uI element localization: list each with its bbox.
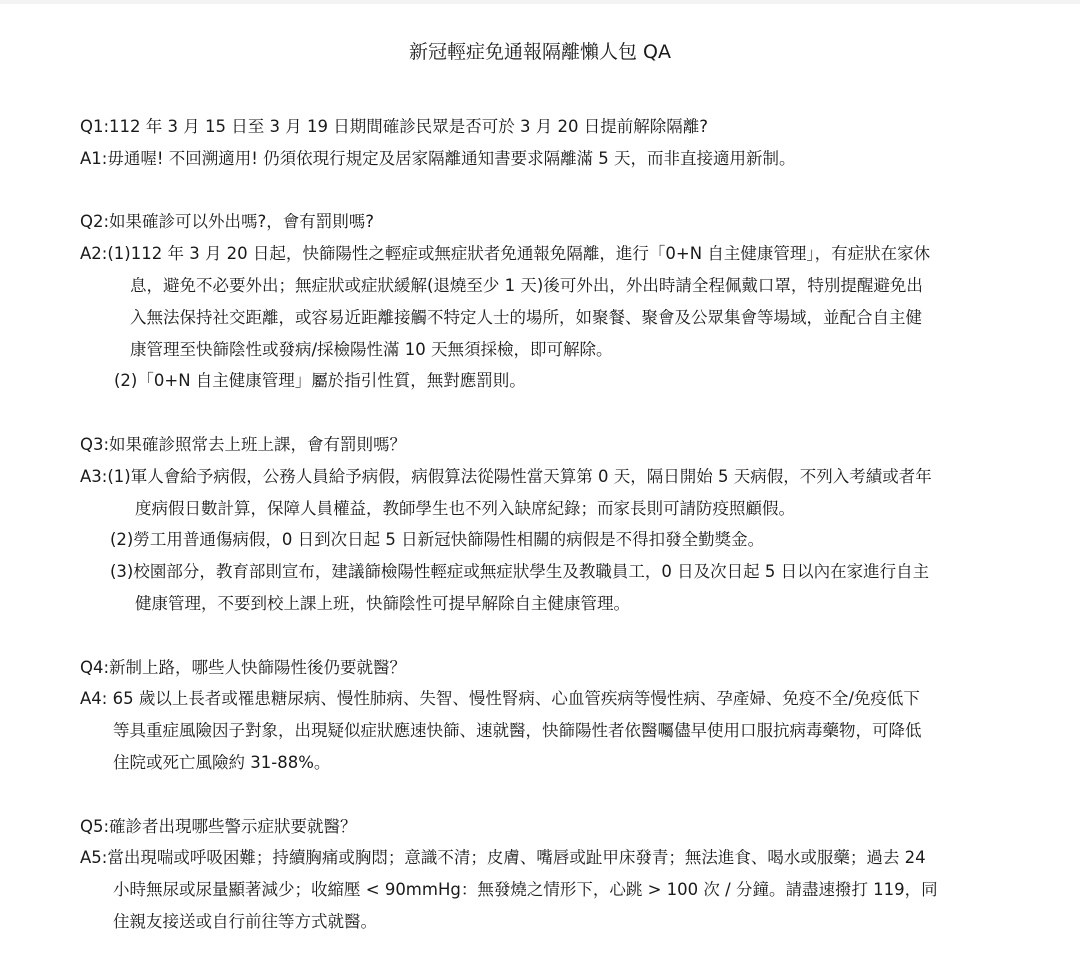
answer-text: 等具重症風險因子對象，出現疑似症狀應速快篩、速就醫，快篩陽性者依醫囑儘早使用口服抗病毒藥物，可降低 (113, 721, 922, 741)
answer-text: A5:當出現喘或呼吸困難；持續胸痛或胸悶；意識不清；皮膚、嘴唇或趾甲床發青；無法進食、喝水或服藥；過去 24 (80, 848, 926, 868)
section-spacer (80, 779, 1010, 811)
section-spacer (80, 175, 1010, 207)
question-text: Q4:新制上路，哪些人快篩陽性後仍要就醫？ (80, 657, 407, 677)
section-spacer (80, 397, 1010, 429)
answer-text: 入無法保持社交距離，或容易近距離接觸不特定人士的場所，如聚餐、聚會及公眾集會等場域，並配合自主健 (130, 307, 922, 327)
question-text: Q1:112 年 3 月 15 日至 3 月 19 日期間確診民眾是否可於 3 月 20 日提前解除隔離? (80, 117, 708, 136)
answer-text: 健康管理，不要到校上課上班，快篩陰性可提早解除自主健康管理。 (135, 593, 630, 613)
question-text: Q5:確診者出現哪些警示症狀要就醫？ (80, 816, 357, 836)
qa-item-q1 (80, 111, 1010, 175)
qa-document (80, 111, 1010, 938)
answer-text: A1:毋通喔! 不回溯適用! 仍須依現行規定及居家隔離通知書要求隔離滿 5 天，而非直接適用新制。 (80, 148, 796, 168)
answer-text: A2:(1)112 年 3 月 20 日起，快篩陽性之輕症或無症狀者免通報免隔離，進行「0+N 自主健康管理」，有症狀在家休 (80, 244, 931, 264)
section-spacer (80, 620, 1010, 652)
qa-item-q3 (80, 429, 1010, 620)
question-text: Q2:如果確診可以外出嗎?，會有罰則嗎? (80, 212, 375, 232)
answer-text: A3:(1)軍人會給予病假，公務人員給予病假，病假算法從陽性當天算第 0 天，隔日開始 5 天病假，不列入考績或者年 (80, 466, 932, 486)
answer-text: 康管理至快篩陰性或發病/採檢陽性滿 10 天無須採檢，即可解除。 (130, 339, 613, 359)
answer-text: 住親友接送或自行前往等方式就醫。 (113, 911, 377, 931)
answer-text: 息，避免不必要外出；無症狀或症狀緩解(退燒至少 1 天)後可外出，外出時請全程佩戴口罩，特別提醒避免出 (130, 275, 923, 295)
answer-text: A4: 65 歲以上長者或罹患糖尿病、慢性肺病、失智、慢性腎病、心血管疾病等慢性病、孕產婦、免疫不全/免疫低下 (80, 689, 920, 709)
answer-text: (2)勞工用普通傷病假，0 日到次日起 5 日新冠快篩陽性相關的病假是不得扣發全勤獎金。 (110, 530, 765, 550)
answer-text: (2)「0+N 自主健康管理」屬於指引性質，無對應罰則。 (114, 371, 526, 391)
question-text: Q3:如果確診照常去上班上課，會有罰則嗎？ (80, 434, 407, 454)
qa-item-q5 (80, 811, 1010, 938)
answer-text: 住院或死亡風險約 31-88%。 (113, 752, 331, 772)
qa-item-q4 (80, 652, 1010, 779)
answer-text: (3)校園部分，教育部則宣布，建議篩檢陽性輕症或無症狀學生及教職員工，0 日及次日起 5 日以內在家進行自主 (110, 562, 930, 582)
answer-text: 小時無尿或尿量顯著減少；收縮壓 < 90mmHg：無發燒之情形下，心跳 > 100 次 / 分鐘。請盡速撥打 119，同 (113, 880, 938, 900)
page-top-edge (0, 0, 1080, 4)
qa-item-q2 (80, 206, 1010, 397)
answer-text: 度病假日數計算，保障人員權益，教師學生也不列入缺席紀錄；而家長則可請防疫照顧假。 (135, 498, 795, 518)
document-title: 新冠輕症免通報隔離懶人包 QA (409, 41, 671, 63)
